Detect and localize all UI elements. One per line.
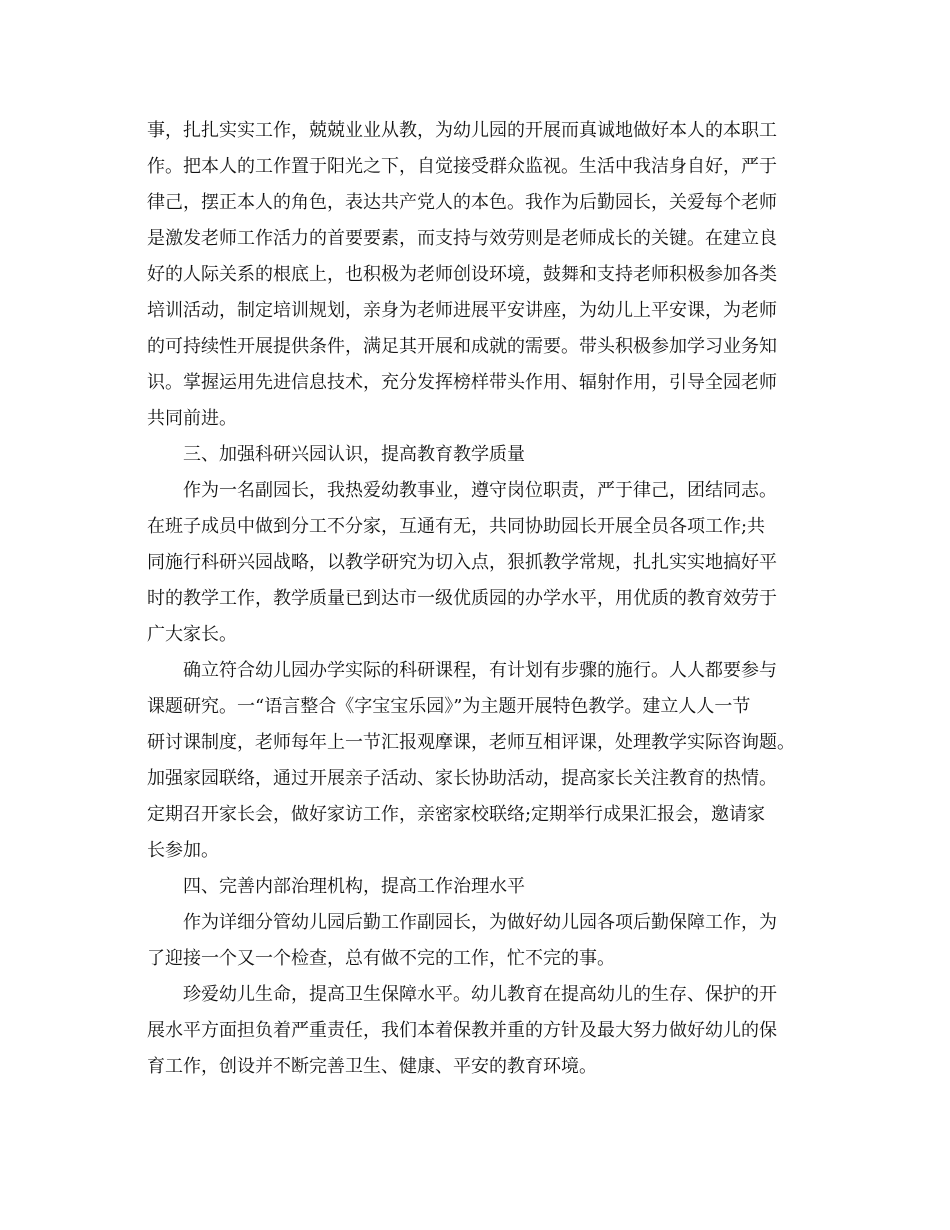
text-line: 事，扎扎实实工作，兢兢业业从教，为幼儿园的开展而真诚地做好本人的本职工: [147, 120, 777, 141]
text-line: 了迎接一个又一个检查，总有做不完的工作，忙不完的事。: [147, 948, 615, 969]
text-line: 是激发老师工作活力的首要要素，而支持与效劳则是老师成长的关键。在建立良: [147, 228, 777, 249]
text-line: 好的人际关系的根底上，也积极为老师创设环境，鼓舞和支持老师积极参加各类: [147, 264, 777, 285]
text-line: 广大家长。: [147, 624, 237, 645]
text-line: 作。把本人的工作置于阳光之下，自觉接受群众监视。生活中我洁身自好，严于: [147, 156, 777, 177]
text-line: 作为详细分管幼儿园后勤工作副园长，为做好幼儿园各项后勤保障工作，为: [147, 912, 777, 933]
text-line: 作为一名副园长，我热爱幼教事业，遵守岗位职责，严于律己，团结同志。: [147, 480, 777, 501]
text-line: 加强家园联络，通过开展亲子活动、家长协助活动，提高家长关注教育的热情。: [147, 768, 777, 789]
text-line: 识。掌握运用先进信息技术，充分发挥榜样带头作用、辐射作用，引导全园老师: [147, 372, 777, 393]
text-line: 时的教学工作，教学质量已到达市一级优质园的办学水平，用优质的教育效劳于: [147, 588, 777, 609]
section-heading: 四、完善内部治理机构，提高工作治理水平: [147, 876, 525, 897]
text-line: 课题研究。一“语言整合《字宝宝乐园》”为主题开展特色教学。建立人人一节: [147, 696, 751, 717]
text-line: 育工作，创设并不断完善卫生、健康、平安的教育环境。: [147, 1056, 597, 1077]
text-line: 共同前进。: [147, 408, 237, 429]
text-line: 同施行科研兴园战略，以教学研究为切入点，狠抓教学常规，扎扎实实地搞好平: [147, 552, 777, 573]
text-line: 确立符合幼儿园办学实际的科研课程，有计划有步骤的施行。人人都要参与: [147, 660, 777, 681]
text-line: 长参加。: [147, 840, 219, 861]
text-line: 珍爱幼儿生命，提高卫生保障水平。幼儿教育在提高幼儿的生存、保护的开: [147, 984, 777, 1005]
text-line: 的可持续性开展提供条件，满足其开展和成就的需要。带头积极参加学习业务知: [147, 336, 777, 357]
text-line: 展水平方面担负着严重责任，我们本着保教并重的方针及最大努力做好幼儿的保: [147, 1020, 777, 1041]
text-line: 律己，摆正本人的角色，表达共产党人的本色。我作为后勤园长，关爱每个老师: [147, 192, 777, 213]
text-line: 在班子成员中做到分工不分家，互通有无，共同协助园长开展全员各项工作;共: [147, 516, 766, 537]
text-line: 定期召开家长会，做好家访工作，亲密家校联络;定期举行成果汇报会，邀请家: [147, 804, 766, 825]
text-line: 培训活动，制定培训规划，亲身为老师进展平安讲座，为幼儿上平安课，为老师: [147, 300, 777, 321]
text-line: 研讨课制度，老师每年上一节汇报观摩课，老师互相评课，处理教学实际咨询题。: [147, 732, 795, 753]
section-heading: 三、加强科研兴园认识，提高教育教学质量: [147, 444, 525, 465]
